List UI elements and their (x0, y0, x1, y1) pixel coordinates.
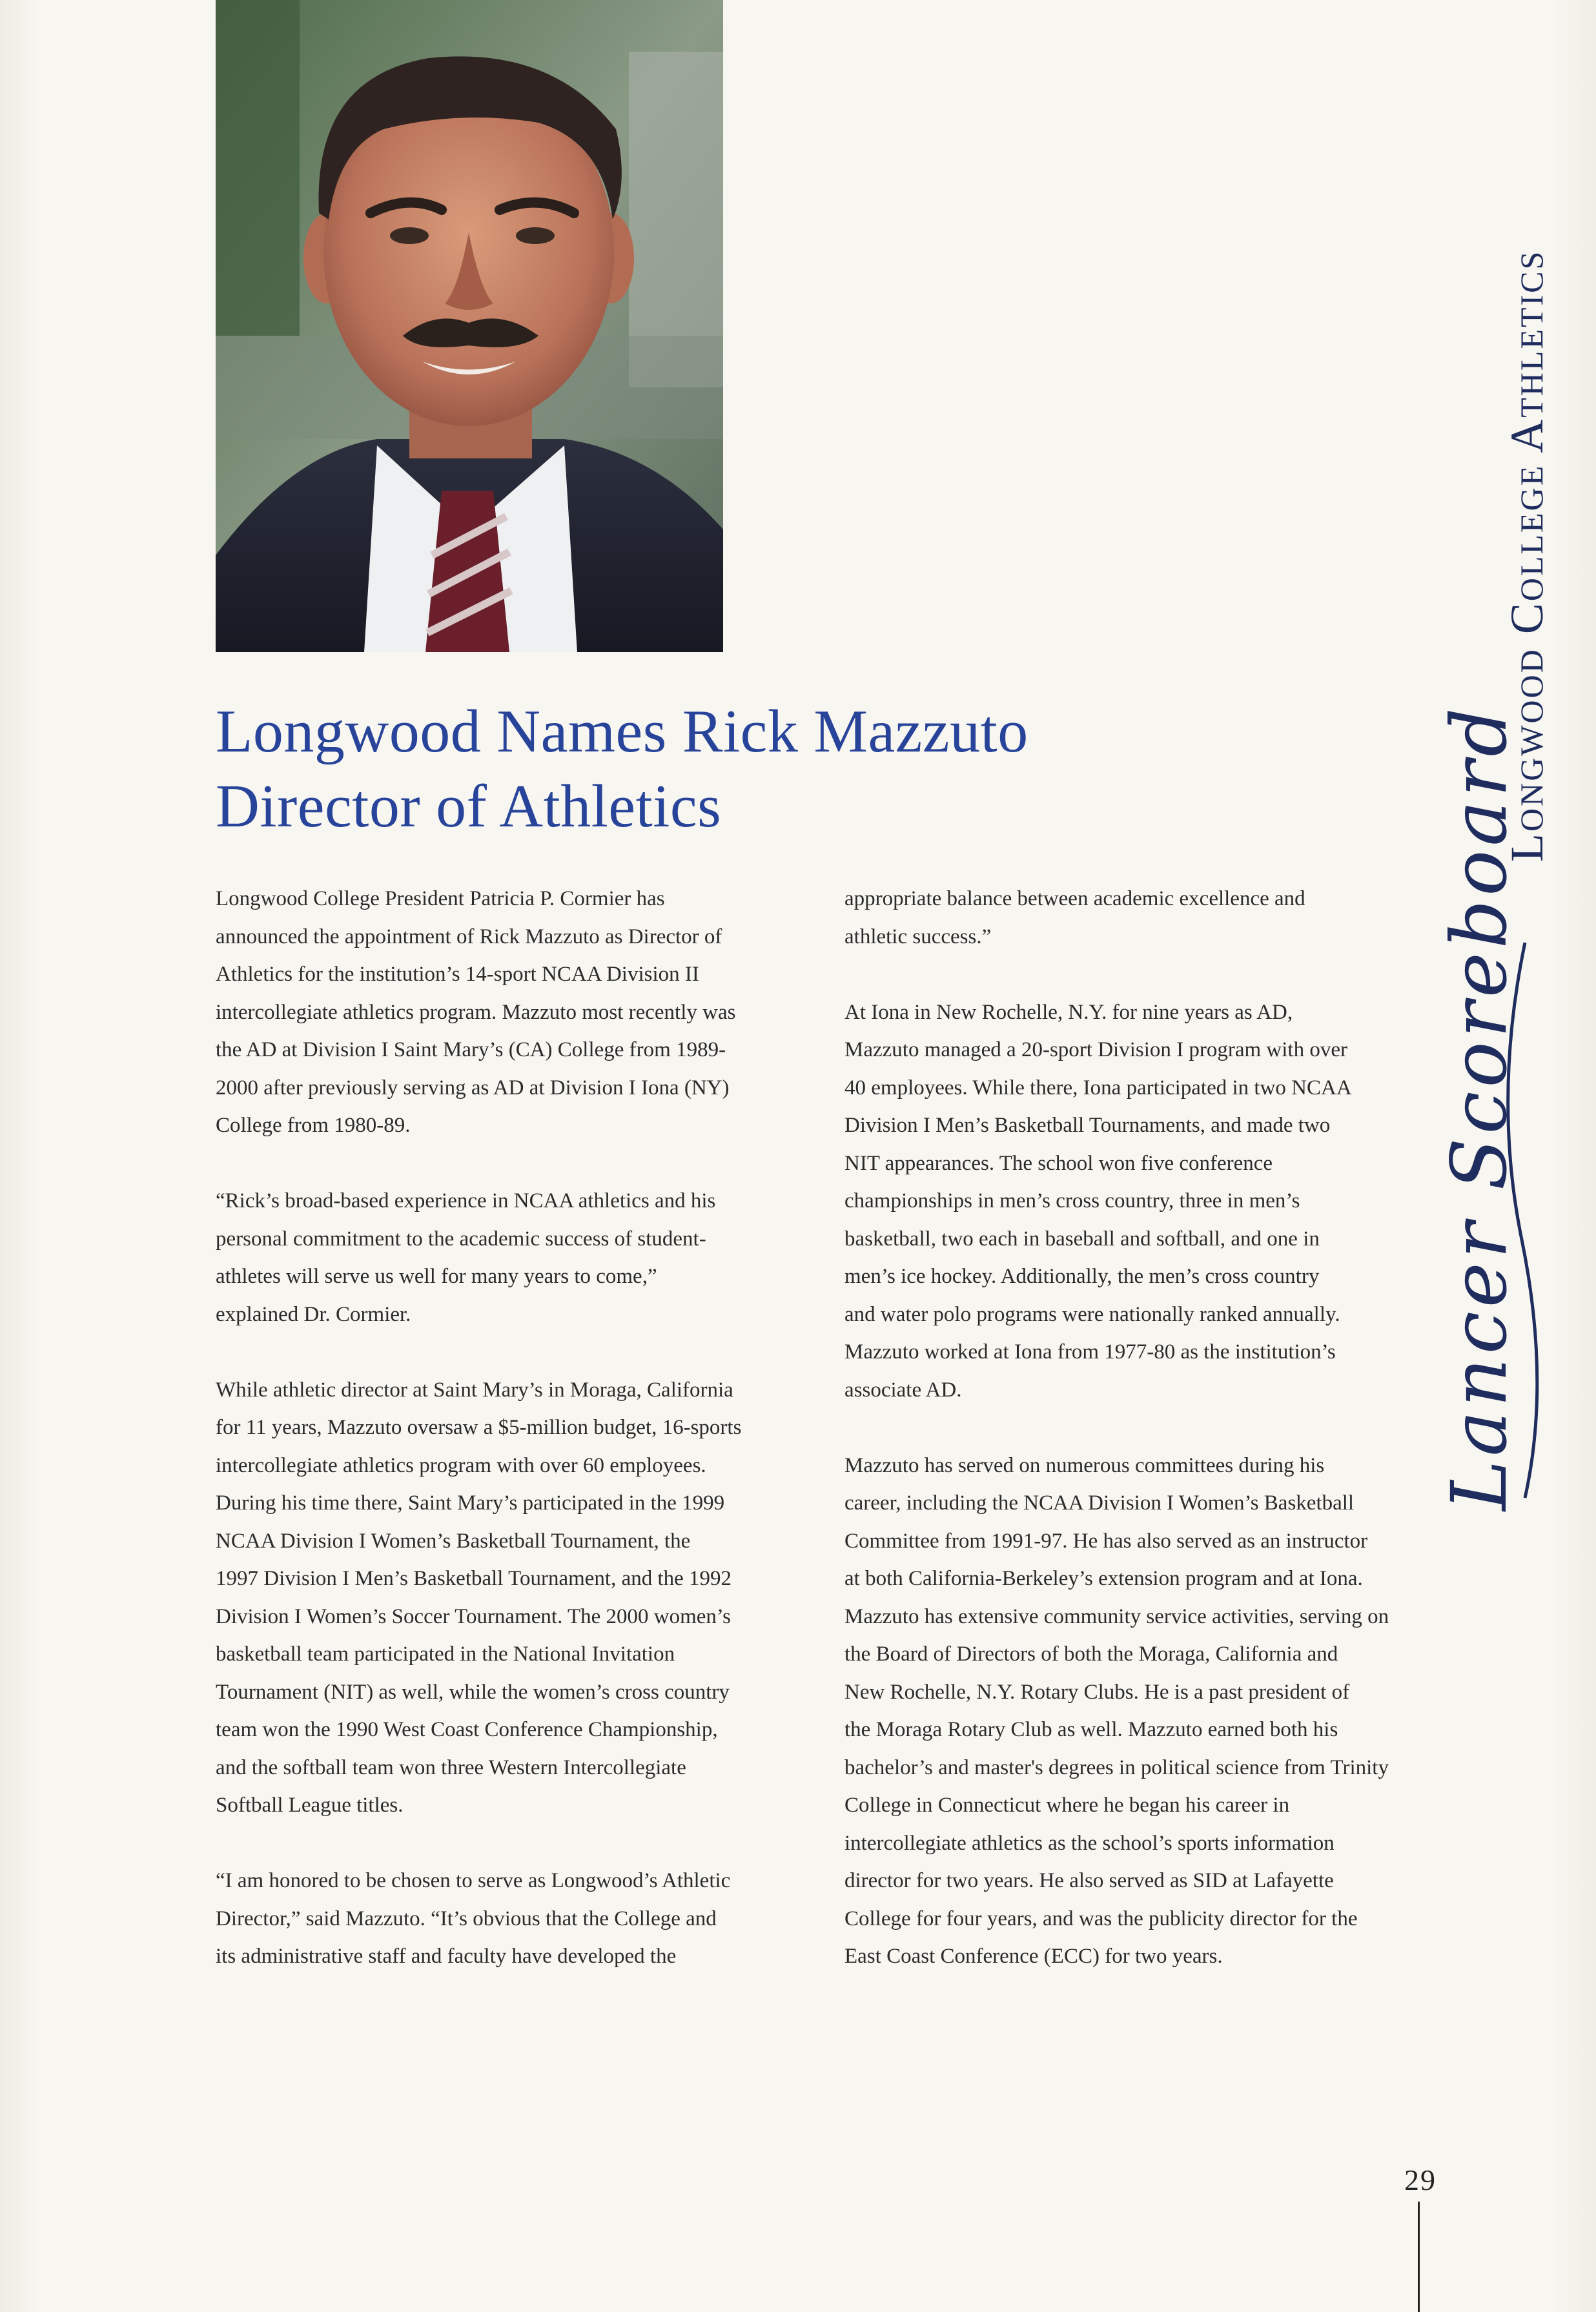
article-paragraph (844, 1447, 1426, 1976)
text-line: “Rick’s broad-based experience in NCAA athletics and his (216, 1189, 716, 1212)
text-line: Mazzuto managed a 20-sport Division I program with over (844, 1038, 1347, 1061)
text-line: championships in men’s cross country, three in men’s (844, 1189, 1300, 1212)
text-line: During his time there, Saint Mary’s participated in the 1999 (216, 1491, 725, 1515)
text-line: “I am honored to be chosen to serve as Longwood’s Athletic (216, 1869, 731, 1892)
section-title-vertical: Longwood College Athletics (1501, 249, 1553, 862)
text-line: 2000 after previously serving as AD at Division I Iona (NY) (216, 1076, 730, 1100)
text-line: NIT appearances. The school won five conference (844, 1151, 1273, 1175)
page-number: 29 (1404, 2164, 1437, 2196)
text-line: College for four years, and was the publicity director for the (844, 1907, 1358, 1930)
text-line: At Iona in New Rochelle, N.Y. for nine years as AD, (844, 1000, 1293, 1024)
article-column-right (844, 880, 1426, 2013)
text-line: Mazzuto has served on numerous committees during his (844, 1453, 1325, 1477)
text-line: the AD at Division I Saint Mary’s (CA) College from 1989- (216, 1038, 726, 1061)
page-number-rule (1418, 2202, 1420, 2312)
text-line: and water polo programs were nationally ranked annually. (844, 1302, 1340, 1326)
text-line: East Coast Conference (ECC) for two years. (844, 1945, 1223, 1968)
lancer-scoreboard-logo (1435, 704, 1541, 1511)
article-paragraph (216, 1371, 797, 1825)
text-line: NCAA Division I Women’s Basketball Tournament, the (216, 1529, 691, 1553)
text-line: athletic success.” (844, 925, 992, 948)
text-line: personal commitment to the academic success of student- (216, 1227, 706, 1251)
text-line: and the softball team won three Western Intercollegiate (216, 1755, 686, 1779)
article-paragraph (216, 880, 797, 1145)
text-line: appropriate balance between academic excellence and (844, 887, 1305, 910)
text-line: College in Connecticut where he began his career in (844, 1794, 1290, 1817)
text-line: its administrative staff and faculty have developed the (216, 1945, 677, 1968)
text-line: New Rochelle, N.Y. Rotary Clubs. He is a past president of (844, 1680, 1350, 1704)
text-line: intercollegiate athletics program. Mazzuto most recently was (216, 1000, 736, 1024)
text-line: the Moraga Rotary Club as well. Mazzuto earned both his (844, 1718, 1338, 1741)
article-column-left (216, 880, 797, 2013)
text-line: Longwood College President Patricia P. Cormier has (216, 887, 665, 910)
text-line: Division I Women’s Soccer Tournament. The 2000 women’s (216, 1604, 731, 1628)
headline-line-2: Director of Athletics (216, 773, 722, 840)
text-line: explained Dr. Cormier. (216, 1302, 411, 1326)
article-quote-continued (844, 880, 1426, 956)
text-line: associate AD. (844, 1378, 962, 1402)
text-line: Director,” said Mazzuto. “It’s obvious that the College and (216, 1907, 717, 1930)
text-line: Committee from 1991-97. He has also served as an instructor (844, 1529, 1368, 1553)
text-line: Mazzuto worked at Iona from 1977-80 as the institution’s (844, 1340, 1336, 1364)
article-paragraph (844, 994, 1426, 1409)
text-line: Division I Men’s Basketball Tournaments, and made two (844, 1114, 1331, 1137)
article-quote (216, 1862, 797, 1976)
text-line: men’s ice hockey. Additionally, the men’s cross country (844, 1265, 1320, 1288)
text-line: Mazzuto has extensive community service activities, serving on (844, 1604, 1389, 1628)
article-quote (216, 1182, 797, 1333)
text-line: Athletics for the institution’s 14-sport NCAA Division II (216, 963, 699, 986)
headline-line-1: Longwood Names Rick Mazzuto (216, 698, 1028, 765)
text-line: bachelor’s and master's degrees in political science from Trinity (844, 1755, 1389, 1779)
text-line: team won the 1990 West Coast Conference Championship, (216, 1718, 718, 1741)
text-line: College from 1980-89. (216, 1114, 411, 1137)
text-line: basketball, two each in baseball and softball, and one in (844, 1227, 1320, 1251)
headline (216, 694, 1184, 844)
portrait-illustration (216, 0, 723, 652)
text-line: basketball team participated in the National Invitation (216, 1642, 675, 1666)
text-line: 40 employees. While there, Iona participated in two NCAA (844, 1076, 1352, 1100)
lancer-scoreboard-script: Lancer Scoreboard (1435, 704, 1524, 1511)
text-line: intercollegiate athletics as the school’s sports information (844, 1831, 1335, 1855)
text-line: Tournament (NIT) as well, while the women’s cross country (216, 1680, 730, 1704)
text-line: 1997 Division I Men’s Basketball Tournament, and the 1992 (216, 1567, 732, 1590)
text-line: Softball League titles. (216, 1794, 404, 1817)
text-line: for 11 years, Mazzuto oversaw a $5-million budget, 16-sports (216, 1416, 742, 1439)
text-line: intercollegiate athletics program with over 60 employees. (216, 1453, 706, 1477)
text-line: athletes will serve us well for many years to come,” (216, 1265, 657, 1288)
text-line: director for two years. He also served as SID at Lafayette (844, 1869, 1334, 1892)
text-line: career, including the NCAA Division I Women’s Basketball (844, 1491, 1355, 1515)
portrait-photo (216, 0, 723, 652)
text-line: While athletic director at Saint Mary’s in Moraga, California (216, 1378, 733, 1402)
text-line: at both California-Berkeley’s extension program and at Iona. (844, 1567, 1363, 1590)
text-line: the Board of Directors of both the Moraga, California and (844, 1642, 1338, 1666)
text-line: announced the appointment of Rick Mazzuto as Director of (216, 925, 722, 948)
